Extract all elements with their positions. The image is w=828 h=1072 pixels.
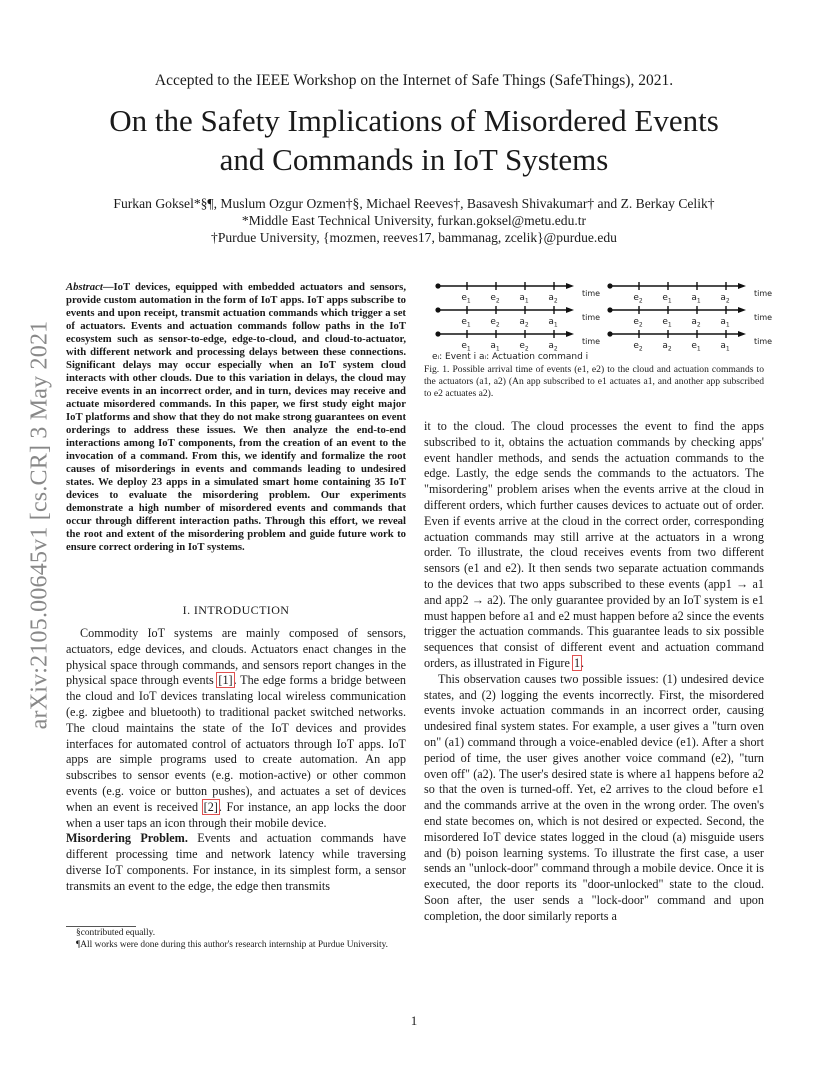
timeline-origin-dot (607, 307, 612, 312)
timeline-label: $a_2$ (548, 341, 558, 353)
right-paragraph-1: it to the cloud. The cloud processes the event to find the apps subscribed to it, obtains the actuation commands by checking apps' event handler methods, and sends the actuation commands to the edge. Lastly, the edge sends the commands to the actuators. The "misordering" problem arises when the events arrive at the cloud in different orders, which further causes devices to actuate out of order. Even if events arrive at the cloud in the correct order, corresponding actuation commands may still arrive at the actuators in a wrong order. To illustrate, the cloud receives events from two different sensors (e1 and e2). It then sends two separate actuation commands to the devices that two apps subscribed to these events (app1 → a1 and app2 → a2). The only guarantee provided by an IoT system is e1 must happen before a1 and e2 must happen before a2 since the events trigger the actuation commands. This guarantee leads to six possible sequences that consist of different event and actuation command orders, as illustrated in Figure 1. (424, 419, 764, 670)
timeline-label: $e_2$ (490, 293, 500, 305)
abstract-text: —IoT devices, equipped with embedded actuators and sensors, provide custom automation in the form of IoT apps. IoT apps subscribe to events and upon receipt, transmit actuation commands which trigger a set of actuators. Events and actuation commands follow paths in the IoT ecosystem such as sensor-to-edge, edge-to-cloud, and cloud-to-actuator, with different network and processing delays between these connections. Significant delays may occur especially when an IoT system cloud interacts with other clouds. Due to this variation in delays, the cloud may receive events in an incorrect order, and in turn, devices may receive and actuate misordered commands. In this paper, we first study eight major IoT platforms and show that they do not make strong guarantees on event orderings to address these issues. We then analyze the end-to-end interactions among IoT components, from the creation of an event to the invocation of a command. From this, we identify and formalize the root causes of misorderings in events and commands leading to undesired states. We deploy 23 apps in a simulated smart home containing 35 IoT devices to evaluate the misordering problem. Our experiments demonstrate a high number of misordered events and commands that occur through different interaction paths. Through this effort, we reveal the root and extent of the misordering problem and guide future work to ensure correct ordering in IoT systems. (66, 281, 406, 553)
timeline-time-label: time (582, 313, 601, 322)
intro-text-misordering: Events and actuation commands have different processing time and network latency while traversing diverse IoT components. For instance, in its simplest form, a sensor transmits an event to the edge, the edge then transmits (66, 831, 406, 893)
timeline-time-label: time (582, 337, 601, 346)
timeline-2 (607, 282, 772, 305)
intro-text-a: Commodity IoT systems are mainly composed of sensors, actuators, edge devices, and clouds. Actuators enact changes in the physical space through commands, and sensors report changes in the physical space through events (66, 626, 406, 688)
arxiv-identifier: arXiv:2105.00645v1 [cs.CR] 3 May 2021 (26, 320, 53, 730)
introduction-text (66, 626, 406, 895)
venue-note: Accepted to the IEEE Workshop on the Internet of Safe Things (SafeThings), 2021. (154, 72, 674, 89)
intro-paragraph-2 (66, 831, 406, 894)
right-paragraph-2: This observation causes two possible issues: (1) undesired device states, and (2) logging the events incorrectly. First, the misordered events invoke actuation commands in an incorrect order, causing undesired final system states. For example, a user gives a "turn oven on" (a1) command through a voice-enabled device (e1). After a short period of time, the user gives another voice command (e2), "turn oven off" (a2). The user's desired state is where a1 happens before a2 so that the oven is turned-off. Yet, e2 arrives to the cloud before e1 and the commands arrive at the oven in the wrong order. The oven's end state becomes on, which is not desired or expected. Second, the misordered IoT device states logged in the cloud (a) misguide users and (b) poison learning systems. To illustrate the first case, a user sends an "unlock-door" command through a mobile device. Once it is executed, the door reports its "door-unlocked" state to the cloud. Soon after, the user sends a "lock-door" command and upon completion, the door similarly reports a (424, 671, 764, 923)
timeline-label: $a_1$ (519, 293, 529, 305)
intro-text-b: . The edge forms a bridge between the cloud and IoT devices translating local wireless communication (e.g. zigbee and bluetooth) to traditional packet switched networks. The cloud maintains the state of the IoT devices and provides interfaces for automated control of actuators through IoT apps. IoT apps are simple programs used to create automation. An app subscribes to sensor events (e.g. motion-active) or other common events (e.g. voice or button pushes), and actuates a set of devices when an event is received (66, 673, 406, 814)
figure-1 (424, 280, 773, 362)
paper-title (60, 101, 768, 179)
timeline-arrowhead (738, 283, 746, 289)
title-line-2: and Commands in IoT Systems (219, 142, 609, 177)
intro-paragraph-1 (66, 626, 406, 831)
timeline-label: $a_2$ (662, 341, 672, 353)
timeline-label: $e_1$ (461, 341, 471, 353)
timeline-label: $a_1$ (490, 341, 500, 353)
timeline-label: $e_1$ (662, 317, 672, 329)
abstract (66, 281, 406, 554)
timeline-label: $e_1$ (691, 341, 701, 353)
timeline-arrowhead (566, 307, 574, 313)
timeline-label: $e_1$ (461, 293, 471, 305)
page-number: 1 (410, 1013, 418, 1028)
author-block (40, 195, 788, 246)
citation-link-1[interactable]: [1] (218, 673, 233, 688)
affiliation-purdue: †Purdue University, {mozmen, reeves17, bammanag, zcelik}@purdue.edu (211, 230, 617, 245)
timeline-time-label: time (754, 313, 773, 322)
timeline-origin-dot (607, 331, 612, 336)
timeline-time-label: time (754, 289, 773, 298)
misordering-problem-label: Misordering Problem. (66, 831, 188, 846)
timeline-label: $a_1$ (691, 293, 701, 305)
timeline-3 (435, 306, 600, 329)
citation-link-2[interactable]: [2] (203, 799, 218, 814)
timeline-label: $a_2$ (691, 317, 701, 329)
timeline-4 (607, 306, 772, 329)
timeline-label: $e_1$ (662, 293, 672, 305)
author-names: Furkan Goksel*§¶, Muslum Ozgur Ozmen†§, Michael Reeves†, Basavesh Shivakumar† and Z. Berkay Celik† (113, 196, 715, 211)
timeline-arrowhead (738, 307, 746, 313)
timeline-diagram (424, 280, 773, 362)
footnote-rule (66, 926, 136, 927)
footnotes (66, 928, 406, 951)
timeline-label: $a_2$ (548, 293, 558, 305)
timeline-label: $e_2$ (633, 341, 643, 353)
timeline-6 (607, 330, 772, 353)
arxiv-sidebar (22, 290, 58, 760)
timeline-time-label: time (582, 289, 601, 298)
timeline-label: $e_2$ (633, 317, 643, 329)
timeline-label: $a_1$ (720, 341, 730, 353)
timeline-label: $e_2$ (519, 341, 529, 353)
timeline-origin-dot (435, 331, 440, 336)
timeline-1 (435, 282, 600, 305)
timeline-label: $e_2$ (633, 293, 643, 305)
timeline-label: $a_2$ (720, 293, 730, 305)
timeline-label: $a_2$ (519, 317, 529, 329)
title-line-1: On the Safety Implications of Misordered Events (109, 103, 719, 138)
section-heading-introduction: I. INTRODUCTION (182, 603, 290, 617)
footnote-equal-contribution: §contributed equally. (76, 928, 156, 938)
timeline-label: $a_1$ (720, 317, 730, 329)
timeline-label: $a_1$ (548, 317, 558, 329)
timeline-arrowhead (566, 283, 574, 289)
timeline-origin-dot (435, 307, 440, 312)
timeline-label: $e_1$ (461, 317, 471, 329)
timeline-arrowhead (566, 331, 574, 337)
timeline-origin-dot (607, 283, 612, 288)
figure-link-1[interactable]: 1 (573, 655, 581, 670)
intro-text-c: . For instance, an app locks the door when a user taps an icon through their mobile device. (66, 799, 406, 830)
figure-legend: eᵢ: Event i aᵢ: Actuation command i (432, 352, 589, 362)
timeline-arrowhead (738, 331, 746, 337)
timeline-5 (435, 330, 600, 353)
timeline-origin-dot (435, 283, 440, 288)
right-text-a: it to the cloud. The cloud processes the event to find the apps subscribed to it, obtains the actuation commands by checking apps' event handler methods, and sends the actuation commands to the edge. Lastly, the edge sends the commands to the actuators. The "misordering" problem arises when the events arrive at the cloud in different orders, which further causes devices to actuate out of order. Even if events arrive at the cloud in the correct order, corresponding actuation commands may still arrive at the actuators in a wrong order. To illustrate, the cloud receives events from two different sensors (e1 and e2). It then sends two separate actuation commands to the devices that two apps subscribed to these events (app1 → a1 and app2 → a2). The only guarantee provided by an IoT system is e1 must happen before a1 and e2 must happen before a2 since the events trigger the actuation commands. This guarantee leads to six possible sequences that consist of different event and actuation command orders, as illustrated in Figure (424, 419, 764, 670)
timeline-time-label: time (754, 337, 773, 346)
right-column-text (424, 419, 764, 925)
abstract-label: Abstract (66, 281, 103, 293)
affiliation-metu: *Middle East Technical University, furkan.goksel@metu.edu.tr (241, 213, 587, 228)
timeline-label: $e_2$ (490, 317, 500, 329)
footnote-internship: ¶All works were done during this author's research internship at Purdue University. (76, 939, 389, 950)
figure-1-caption: Fig. 1. Possible arrival time of events (e1, e2) to the cloud and actuation commands to the actuators (a1, a2) (An app subscribed to e1 actuates a1, and another app subscribed to e2 actuates a2). (424, 364, 764, 399)
